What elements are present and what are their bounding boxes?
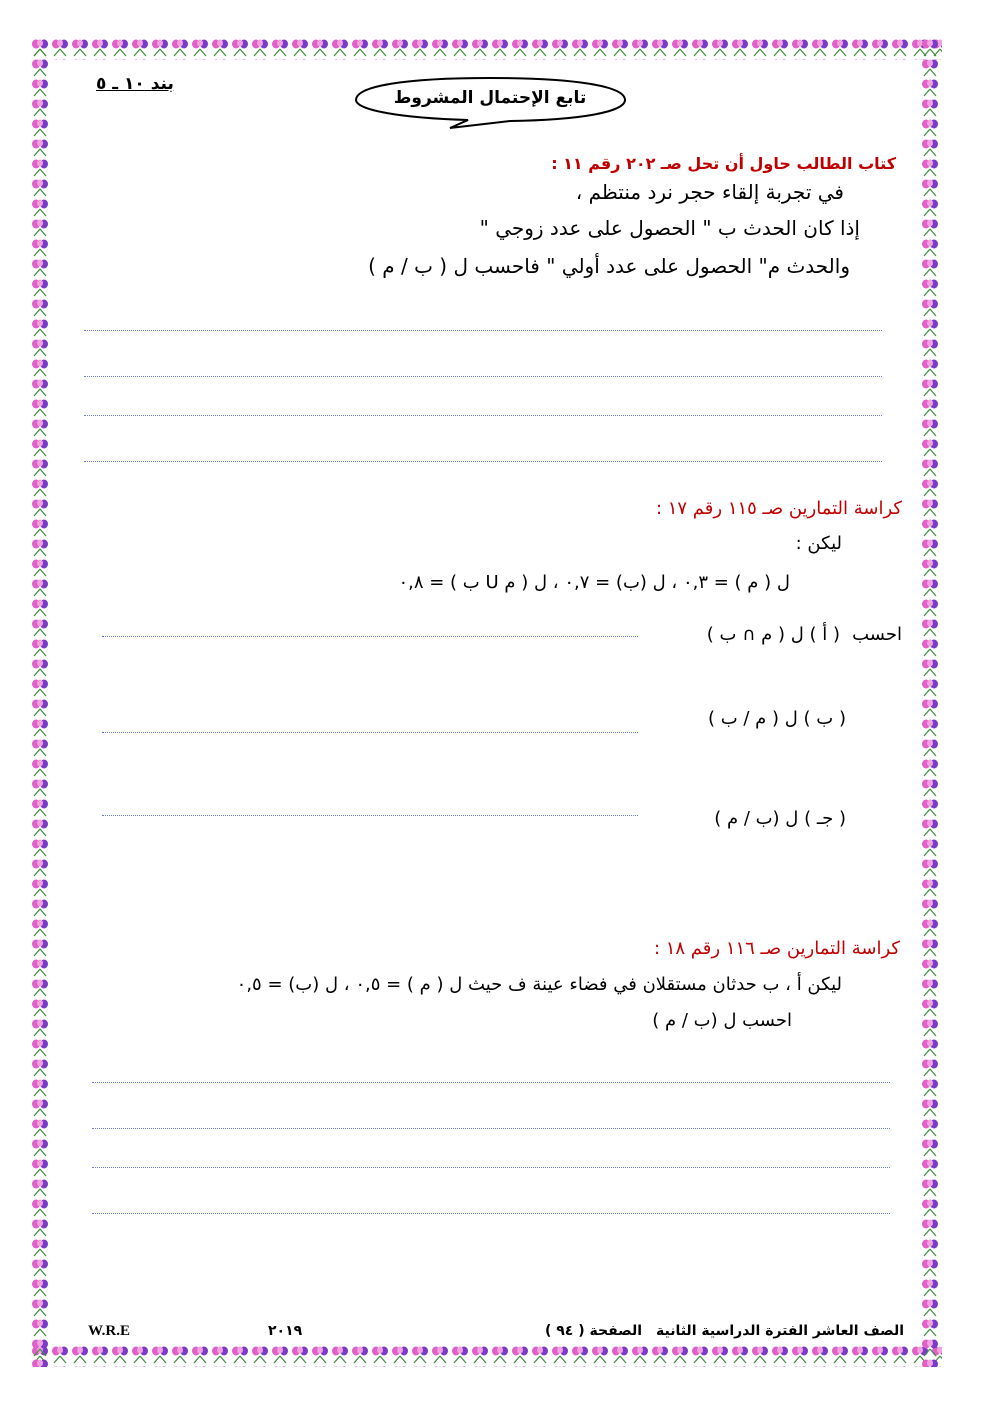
decorative-border-bottom [30,1345,942,1367]
answer-line[interactable] [92,1128,890,1129]
item-number: بند ١٠ ـ ٥ [96,74,174,94]
answer-line-part-b[interactable] [102,732,638,733]
compute-label: احسب [852,624,902,645]
section3-line-2: احسب ل (ب / م ) [652,1010,792,1031]
answer-line[interactable] [84,461,882,462]
answer-line[interactable] [92,1082,890,1083]
page-title: تابع الإحتمال المشروط [393,88,587,108]
answer-line[interactable] [92,1213,890,1214]
section1-line-1: في تجربة إلقاء حجر نرد منتظم ، [575,180,844,204]
footer-year: ٢٠١٩ [268,1323,303,1339]
section1-line-2: إذا كان الحدث ب " الحصول على عدد زوجي " [479,216,860,240]
decorative-border-left [30,38,52,1367]
answer-line[interactable] [84,376,882,377]
part-a: ( أ ) ل ( م ∩ ب ) [706,624,840,645]
decorative-border-top [30,38,942,60]
footer-page-number: الصفحة ( ٩٤ ) [544,1323,642,1339]
section1-line-3: والحدث م" الحصول على عدد أولي " فاحسب ل ( ب / م ) [368,254,850,278]
section3-line-1: ليكن أ ، ب حدثان مستقلان في فضاء عينة ف حيث ل ( م ) = ٠,٥ ، ل (ب) = ٠,٥ [236,974,842,995]
answer-line-part-c[interactable] [102,815,638,816]
part-c: ( جـ ) ل (ب / م ) [714,808,846,829]
answer-line[interactable] [84,415,882,416]
answer-line[interactable] [84,330,882,331]
section3-heading: كراسة التمارين صـ ١١٦ رقم ١٨ : [653,938,900,959]
answer-line-part-a[interactable] [102,636,638,637]
answer-line[interactable] [92,1167,890,1168]
footer-author: W.R.E [88,1323,130,1339]
section2-given: ل ( م ) = ٠,٣ ، ل (ب) = ٠,٧ ، ل ( م U ب ) = ٠,٨ [398,572,790,593]
decorative-border-right [920,38,942,1367]
part-b: ( ب ) ل ( م / ب ) [707,708,846,729]
section2-heading: كراسة التمارين صـ ١١٥ رقم ١٧ : [655,498,902,519]
footer-grade: الصف العاشر الفترة الدراسية الثانية [656,1323,904,1339]
section2-let: ليكن : [795,533,842,554]
title-bubble [350,74,630,130]
section1-heading: كتاب الطالب حاول أن تحل صـ ٢٠٢ رقم ١١ : [551,154,896,173]
